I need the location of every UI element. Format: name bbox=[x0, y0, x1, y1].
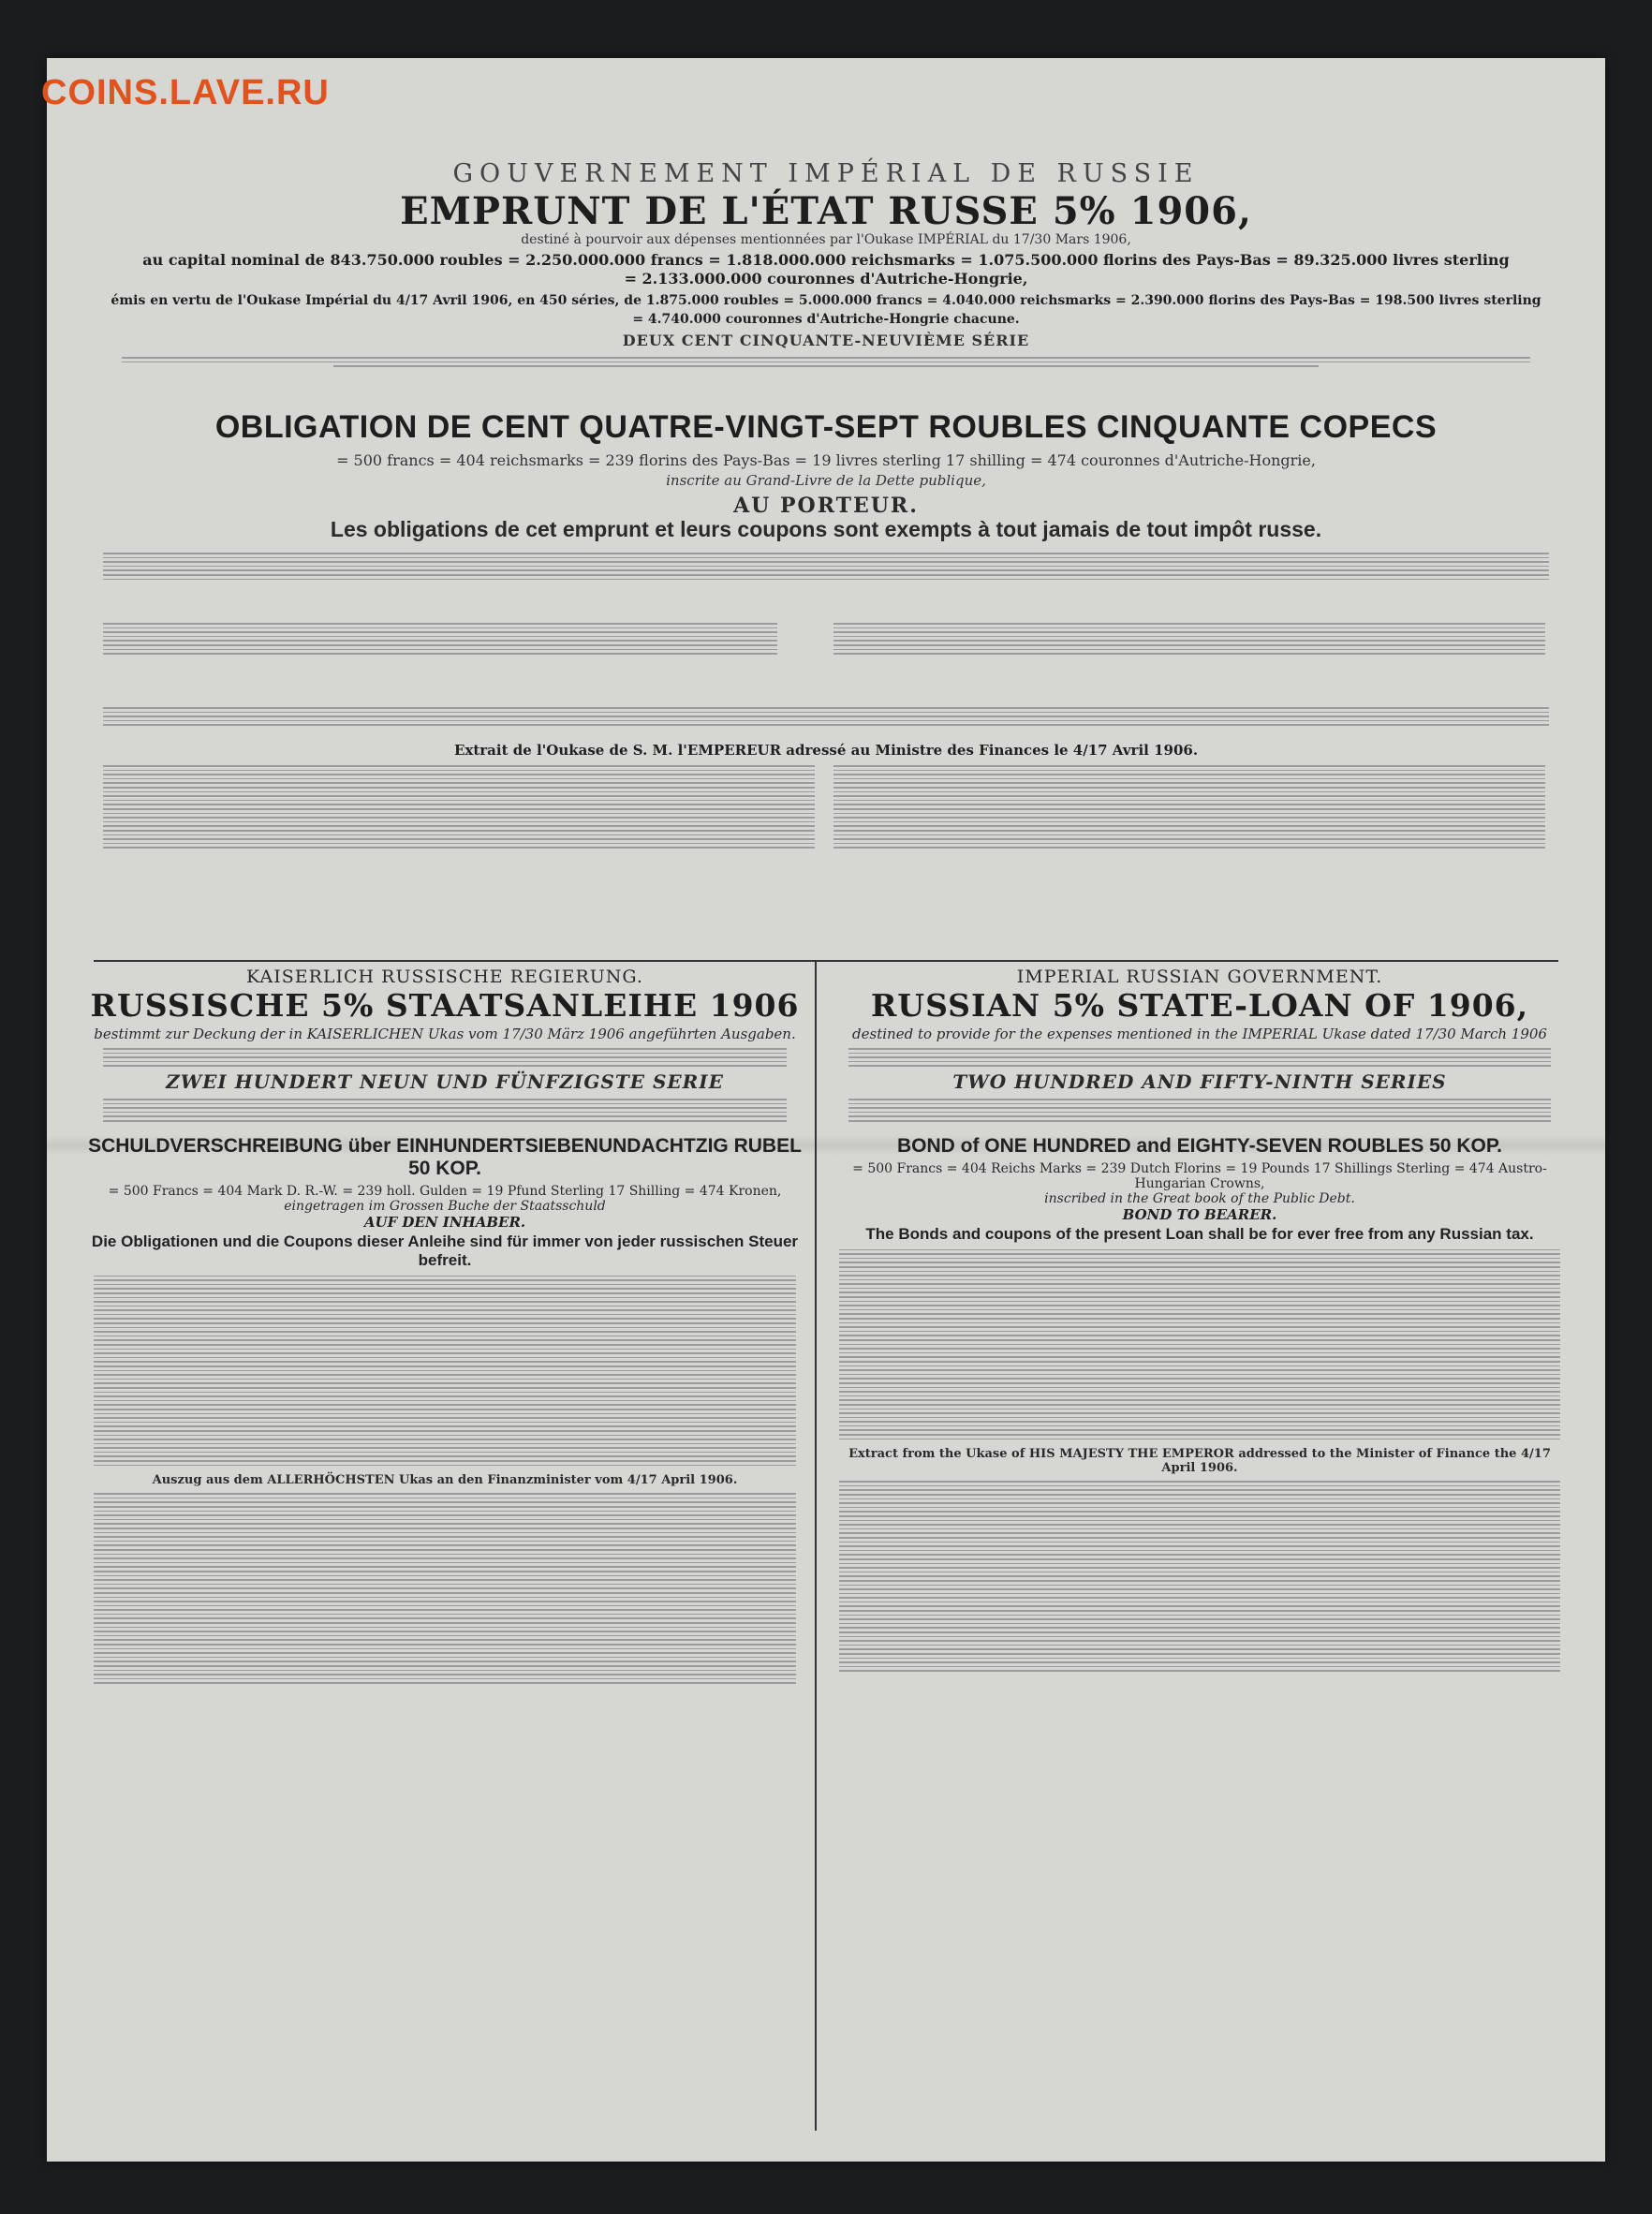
column-divider bbox=[815, 960, 817, 2131]
french-extract-left bbox=[103, 762, 815, 851]
german-extract-heading: Auszug aus dem ALLERHÖCHSTEN Ukas an den Finanzminister vom 4/17 April 1906. bbox=[152, 1473, 738, 1488]
french-redemption-terms bbox=[103, 704, 1549, 729]
french-series: DEUX CENT CINQUANTE-NEUVIÈME SÉRIE bbox=[622, 332, 1030, 349]
german-loan-title: RUSSISCHE 5% STAATSANLEIHE 1906 bbox=[90, 987, 800, 1024]
english-bearer: BOND TO BEARER. bbox=[1122, 1205, 1277, 1223]
german-bond-title: SCHULDVERSCHREIBUNG über EINHUNDERTSIEBENUNDACHTZIG RUBEL 50 KOP. bbox=[88, 1134, 802, 1179]
english-tax-exemption: The Bonds and coupons of the present Loan shall be for ever free from any Russian tax. bbox=[865, 1224, 1534, 1243]
german-column bbox=[84, 967, 805, 1687]
french-loan-title: EMPRUNT DE L'ÉTAT RUSSE 5% 1906, bbox=[400, 189, 1252, 233]
german-extract-text bbox=[94, 1493, 796, 1684]
english-column bbox=[830, 967, 1570, 1675]
german-series: ZWEI HUNDERT NEUN UND FÜNFZIGSTE SERIE bbox=[166, 1070, 724, 1093]
french-issue: émis en vertu de l'Oukase Impérial du 4/17 Avril 1906, en 450 séries, de 1.875.000 roubles = 5.000.000 francs = 4.040.000 reichsmarks = 2.390.000 florins des Pays-Bas = 198.500 livres sterling bbox=[111, 293, 1541, 308]
german-bearer: AUF DEN INHABER. bbox=[363, 1213, 526, 1231]
french-purpose: destiné à pourvoir aux dépenses mentionnées par l'Oukase IMPÉRIAL du 17/30 Mars 1906, bbox=[521, 232, 1131, 247]
french-capital-2: = 2.133.000.000 couronnes d'Autriche-Hongrie, bbox=[624, 270, 1028, 288]
german-terms bbox=[94, 1276, 796, 1467]
french-tax-exemption: Les obligations de cet emprunt et leurs coupons sont exempts à tout jamais de tout impôt russe. bbox=[330, 517, 1322, 541]
english-extract-heading: Extract from the Ukase of HIS MAJESTY THE EMPEROR addressed to the Minister of Finance the 4/17 April 1906. bbox=[848, 1447, 1551, 1476]
english-equivalents: = 500 Francs = 404 Reichs Marks = 239 Dutch Florins = 19 Pounds 17 Shillings Sterling = 474 Austro-Hungarian Crowns, bbox=[852, 1160, 1547, 1191]
german-equivalents: = 500 Francs = 404 Mark D. R.-W. = 239 holl. Gulden = 19 Pfund Sterling 17 Shilling = 474 Kronen, bbox=[108, 1183, 782, 1199]
french-inscribed: inscrite au Grand-Livre de la Dette publique, bbox=[666, 472, 986, 489]
french-extract-heading: Extrait de l'Oukase de S. M. l'EMPEREUR adressé au Ministre des Finances le 4/17 Avril 1906. bbox=[453, 742, 1199, 759]
french-capital: au capital nominal de 843.750.000 roubles = 2.250.000.000 francs = 1.818.000.000 reichsmarks = 1.075.500.000 florins des Pays-Bas = 89.325.000 livres sterling bbox=[142, 251, 1510, 269]
bond-sheet bbox=[47, 58, 1605, 2162]
french-paying-agents-left bbox=[103, 620, 777, 657]
english-loan-title: RUSSIAN 5% STATE-LOAN OF 1906, bbox=[870, 987, 1529, 1024]
english-bond-title: BOND of ONE HUNDRED and EIGHTY-SEVEN ROUBLES 50 KOP. bbox=[896, 1134, 1503, 1157]
french-government-heading: GOUVERNEMENT IMPÉRIAL DE RUSSIE bbox=[452, 159, 1200, 188]
english-inscribed: inscribed in the Great book of the Public Debt. bbox=[1044, 1190, 1355, 1206]
french-bearer: AU PORTEUR. bbox=[733, 494, 919, 518]
german-purpose: bestimmt zur Deckung der in KAISERLICHEN Ukas vom 17/30 März 1906 angeführten Ausgaben. bbox=[94, 1026, 796, 1042]
french-equivalents: = 500 francs = 404 reichsmarks = 239 florins des Pays-Bas = 19 livres sterling 17 shilling = 474 couronnes d'Autriche-Hongrie, bbox=[336, 451, 1316, 469]
french-series-detail bbox=[122, 354, 1530, 370]
english-series: TWO HUNDRED AND FIFTY-NINTH SERIES bbox=[952, 1070, 1447, 1093]
english-government-heading: IMPERIAL RUSSIAN GOVERNMENT. bbox=[1016, 967, 1383, 987]
section-divider bbox=[94, 960, 1558, 962]
english-terms bbox=[839, 1249, 1560, 1440]
german-government-heading: KAISERLICH RUSSISCHE REGIERUNG. bbox=[246, 967, 643, 987]
watermark: COINS.LAVE.RU bbox=[41, 73, 330, 112]
french-paying-agents-right bbox=[833, 620, 1545, 657]
german-tax-exemption: Die Obligationen und die Coupons dieser Anleihe sind für immer von jeder russischen Steuer befreit. bbox=[91, 1232, 799, 1269]
french-extract-right bbox=[833, 762, 1545, 851]
french-obligation-title: OBLIGATION DE CENT QUATRE-VINGT-SEPT ROUBLES CINQUANTE COPECS bbox=[214, 409, 1438, 445]
french-terms bbox=[103, 550, 1549, 583]
english-extract-text bbox=[839, 1481, 1560, 1672]
english-purpose: destined to provide for the expenses mentioned in the IMPERIAL Ukase dated 17/30 March 1906 bbox=[852, 1026, 1547, 1042]
german-inscribed: eingetragen im Grossen Buche der Staatsschuld bbox=[284, 1198, 606, 1214]
french-issue-2: = 4.740.000 couronnes d'Autriche-Hongrie chacune. bbox=[632, 312, 1020, 327]
